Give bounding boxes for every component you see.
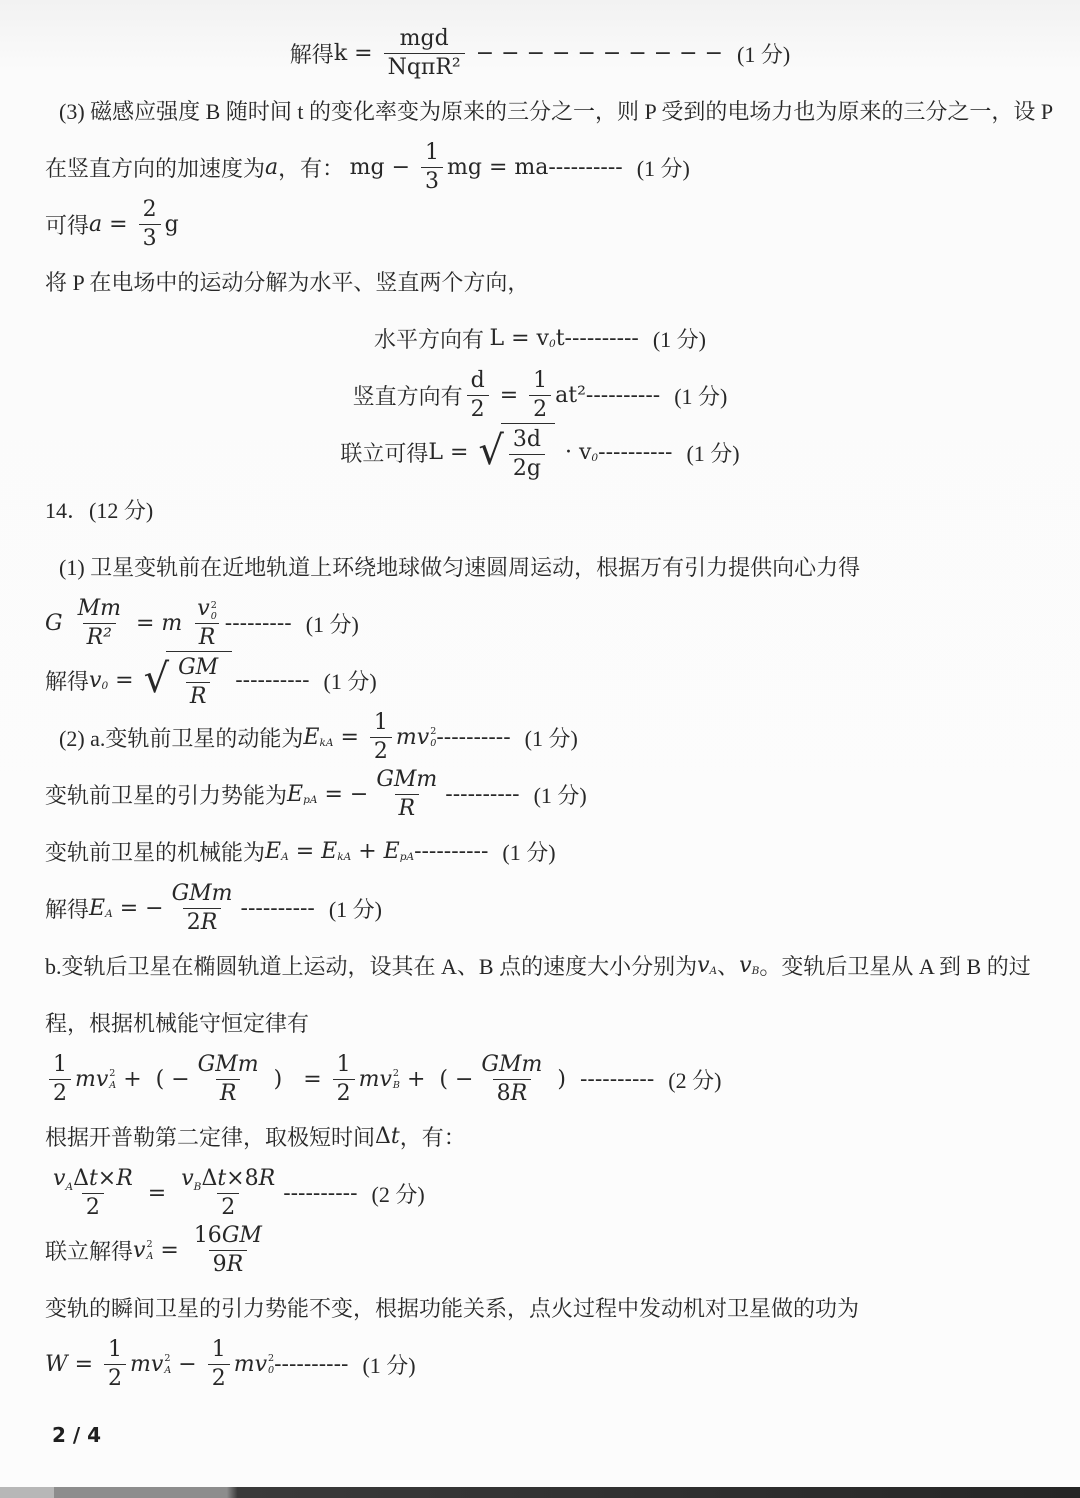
text-segment: (1 分) [674, 384, 728, 409]
numerator [74, 596, 125, 623]
numerator [509, 427, 545, 454]
math-segment: 9 [212, 1252, 227, 1277]
fraction [104, 1337, 126, 1392]
numerator [477, 1052, 546, 1079]
math-segment: ×8 [226, 1166, 259, 1192]
math-variable: GM [221, 1223, 262, 1249]
denominator [421, 167, 443, 195]
denominator [509, 454, 545, 482]
doc-line [0, 1279, 1080, 1336]
text-segment: (1 分) [362, 1353, 416, 1378]
subscript: pA [303, 793, 318, 806]
doc-line [0, 481, 1080, 538]
math-segment: 1 [108, 1337, 123, 1363]
scan-edge-bar [0, 1487, 1080, 1498]
numerator [529, 368, 551, 395]
math-variable: Mm [77, 596, 121, 622]
denominator [216, 1079, 241, 1107]
fraction [194, 1052, 263, 1107]
math-segment: 1 [336, 1052, 351, 1078]
subscript: A [65, 1180, 74, 1193]
fraction [509, 427, 545, 482]
subscript: 0 [210, 610, 217, 622]
doc-line [0, 253, 1080, 310]
text-segment: 将 P 在电场中的运动分解为水平、竖直两个方向， [45, 270, 530, 295]
math-segment: ---------- [598, 440, 687, 465]
math-variable: R [219, 1081, 237, 1106]
denominator [217, 1193, 239, 1221]
doc-line [0, 880, 1080, 937]
math-variable: R [510, 1081, 528, 1106]
numerator [333, 1052, 355, 1079]
fraction [74, 596, 125, 651]
denominator [209, 1250, 248, 1278]
numerator [421, 140, 443, 167]
subscript: 0 [268, 1364, 275, 1376]
doc-line [0, 1108, 1080, 1165]
math-segment: ) = [266, 1067, 329, 1092]
math-segment: L = [428, 440, 476, 465]
math-segment: L = v [489, 326, 549, 351]
math-variable: R [116, 1166, 133, 1192]
math-variable: R [226, 1252, 244, 1277]
math-segment: − [171, 1352, 204, 1377]
text-segment: 解得 [45, 669, 90, 694]
denominator [395, 794, 420, 822]
math-segment: 1 [211, 1337, 226, 1363]
subscript: A [281, 850, 289, 863]
math-variable: v [697, 953, 710, 978]
math-segment: Δ [375, 1124, 391, 1149]
text-segment: 、 [717, 954, 740, 979]
math-variable: mv [75, 1067, 109, 1092]
numerator [104, 1337, 126, 1364]
radicand [501, 423, 555, 482]
sub-sup-stack [109, 1068, 116, 1090]
math-segment: 2 [336, 1081, 351, 1106]
math-variable: GMm [481, 1052, 543, 1078]
numerator [467, 368, 489, 395]
math-variable: R [198, 625, 216, 650]
text-segment: (1 分) [328, 897, 383, 922]
math-variable: mv [358, 1067, 392, 1092]
numerator [396, 26, 453, 53]
subscript: B [751, 964, 760, 977]
denominator [208, 1364, 230, 1392]
subscript: kA [319, 736, 334, 749]
fraction [168, 881, 237, 936]
superscript: 2 [268, 1353, 275, 1365]
denominator [139, 224, 161, 252]
subscript: A [146, 1250, 154, 1262]
doc-line [0, 367, 1080, 424]
numerator [190, 1223, 266, 1250]
doc-line [0, 823, 1080, 880]
fraction [421, 140, 443, 195]
math-variable: v [53, 1166, 66, 1192]
math-segment: + ( − [399, 1067, 474, 1092]
square-root [478, 423, 555, 482]
fraction [529, 368, 551, 423]
denominator [195, 623, 220, 651]
denominator [333, 1079, 355, 1107]
math-segment: 8 [496, 1081, 511, 1106]
denominator [384, 53, 465, 81]
text-segment: (1 分) [323, 669, 377, 694]
math-variable: mv [233, 1352, 267, 1377]
superscript: 2 [164, 1353, 171, 1365]
math-segment: 2 [53, 1081, 67, 1106]
text-segment: (2 分) [371, 1182, 425, 1207]
denominator [529, 395, 551, 423]
math-segment: 16 [193, 1223, 222, 1249]
math-variable: R [189, 684, 207, 709]
text-segment: 变轨的瞬间卫星的引力势能不变，根据功能关系，点火过程中发动机对卫星做的功为 [45, 1296, 860, 1321]
math-variable: GMm [171, 881, 233, 907]
subscript: A [109, 1079, 117, 1091]
text-segment: 竖直方向有 [352, 384, 463, 409]
math-variable: a [265, 155, 279, 180]
doc-line [0, 1336, 1080, 1393]
math-variable: t [217, 1166, 227, 1192]
math-variable: E [321, 839, 338, 864]
page-number: 2 / 4 [52, 1423, 102, 1447]
math-variable: E [383, 839, 400, 864]
doc-line [0, 1165, 1080, 1222]
subscript: 0 [101, 679, 109, 692]
doc-line [0, 937, 1080, 994]
subscript: B [193, 1180, 202, 1193]
math-segment: = [102, 212, 135, 237]
square-root [144, 651, 233, 710]
math-segment: = [288, 839, 322, 864]
superscript: 2 [146, 1239, 153, 1251]
math-variable: R² [86, 625, 112, 650]
fraction [384, 26, 465, 81]
superscript: 2 [210, 599, 217, 611]
math-segment: = − [112, 896, 164, 921]
text-segment: (1 分) [524, 726, 578, 751]
math-segment: mg − [349, 155, 418, 180]
text-segment: (2) a.变轨前卫星的动能为 [59, 726, 304, 751]
math-segment: 1 [533, 368, 548, 394]
sub-sup-stack [146, 1239, 153, 1261]
text-segment: (2 分) [668, 1068, 722, 1093]
text-segment: (1 分) [636, 156, 690, 181]
subscript: kA [337, 850, 352, 863]
math-segment: · v [558, 440, 592, 465]
math-segment: NqπR² [387, 55, 461, 80]
text-segment: 变轨前卫星的引力势能为 [45, 783, 288, 808]
text-segment: 解得 [289, 42, 334, 67]
math-segment: = [140, 1181, 174, 1206]
math-segment: mg = ma---------- [447, 155, 637, 180]
text-segment: ，有： [278, 156, 350, 181]
fraction [177, 1166, 279, 1221]
math-segment: 1 [425, 140, 440, 166]
denominator [186, 682, 211, 710]
doc-line [0, 139, 1080, 196]
fraction [477, 1052, 546, 1107]
superscript: 2 [392, 1068, 400, 1080]
numerator [193, 596, 221, 623]
radical-sign: √ [143, 655, 170, 702]
denominator [370, 737, 392, 765]
math-segment: 2 [85, 1195, 100, 1220]
math-segment: ---------- [436, 725, 525, 750]
math-segment: + [351, 839, 384, 864]
math-segment: k = [333, 41, 380, 66]
math-segment: = [108, 668, 141, 693]
text-segment: 14．(12 分) [45, 498, 154, 523]
math-segment: Δ [73, 1166, 89, 1192]
numerator [194, 1052, 263, 1079]
math-segment: ---------- [240, 896, 329, 921]
fraction [49, 1052, 71, 1107]
math-segment: d [470, 368, 485, 394]
math-segment: ---------- [274, 1352, 363, 1377]
subscript: 0 [430, 737, 437, 749]
math-segment: 2 [221, 1195, 236, 1220]
fraction [193, 596, 221, 651]
math-segment: = [128, 611, 162, 636]
text-segment: (1) 卫星变轨前在近地轨道上环绕地球做匀速圆周运动，根据万有引力提供向心力得 [59, 555, 861, 580]
math-segment: − − − − − − − − − − [468, 41, 738, 66]
subscript: pA [399, 850, 415, 863]
math-variable: GMm [376, 767, 438, 793]
doc-line [0, 25, 1080, 82]
text-segment: (1 分) [305, 612, 359, 637]
math-variable: m [161, 611, 190, 636]
math-variable: E [89, 896, 106, 921]
math-variable: v [181, 1166, 194, 1192]
numerator [49, 1166, 137, 1193]
math-variable: a [89, 212, 103, 237]
math-segment: = [333, 725, 366, 750]
text-segment: 可得 [45, 213, 90, 238]
text-segment: (1 分) [652, 327, 707, 352]
text-segment: 在竖直方向的加速度为 [45, 156, 266, 181]
doc-line [0, 595, 1080, 652]
text-segment: (1 分) [686, 441, 740, 466]
math-segment: 2 [142, 197, 157, 223]
text-segment: b.变轨后卫星在椭圆轨道上运动，设其在 A、B 点的速度大小分别为 [45, 954, 698, 979]
math-variable: G [45, 611, 70, 636]
math-segment: ---------- [235, 668, 324, 693]
doc-line [0, 766, 1080, 823]
text-segment: 变轨前卫星的机械能为 [45, 840, 266, 865]
text-segment: 联立解得 [45, 1239, 134, 1264]
math-segment: --------- [224, 611, 306, 636]
doc-line [0, 1222, 1080, 1279]
text-segment: ，有： [399, 1125, 466, 1150]
superscript: 2 [109, 1068, 116, 1080]
math-segment: 3d [512, 427, 541, 453]
text-segment: 解得 [45, 897, 90, 922]
math-variable: v [89, 668, 102, 693]
text-segment: 程，根据机械能守恒定律有 [45, 1011, 310, 1036]
math-segment: ---------- [414, 839, 503, 864]
math-variable: mv [130, 1352, 164, 1377]
text-segment: 根据开普勒第二定律，取极短时间 [45, 1125, 376, 1150]
doc-line [0, 424, 1080, 481]
math-segment: 2g [512, 456, 541, 481]
numerator [370, 710, 392, 737]
denominator [493, 1079, 532, 1107]
math-segment: 3 [142, 226, 157, 251]
math-variable: E [287, 782, 304, 807]
numerator [139, 197, 161, 224]
math-segment: 2 [108, 1366, 123, 1391]
subscript: 0 [548, 337, 556, 350]
numerator [208, 1337, 230, 1364]
fraction [49, 1166, 137, 1221]
doc-line [0, 1051, 1080, 1108]
math-variable: E [265, 839, 282, 864]
math-segment: 3 [425, 169, 440, 194]
math-variable: R [258, 1166, 276, 1192]
math-variable: t [390, 1124, 400, 1149]
fraction [139, 197, 161, 252]
math-variable: GMm [197, 1052, 259, 1078]
math-segment: at²---------- [555, 383, 675, 408]
math-segment: + ( − [116, 1067, 190, 1092]
math-variable: R [398, 796, 416, 821]
radicand [166, 651, 232, 710]
math-variable: GM [178, 655, 219, 681]
denominator [83, 623, 116, 651]
fraction [370, 710, 392, 765]
math-segment: 1 [373, 710, 388, 736]
text-segment: (3) 磁感应强度 B 随时间 t 的变化率变为原来的三分之一，则 P 受到的电场力也为原来的三分之一，设 P [59, 99, 1054, 124]
sub-sup-stack [393, 1068, 400, 1090]
denominator [104, 1364, 126, 1392]
math-segment: 2 [211, 1366, 226, 1391]
doc-line [0, 310, 1080, 367]
text-segment: 联立可得 [340, 441, 429, 466]
subscript: A [105, 907, 113, 920]
subscript: 0 [591, 451, 599, 464]
math-variable: W [45, 1352, 68, 1377]
math-segment: ---------- [445, 782, 534, 807]
fraction [208, 1337, 230, 1392]
math-variable: v [197, 596, 210, 622]
math-variable: v [739, 953, 752, 978]
denominator [467, 395, 489, 423]
radical-sign: √ [478, 427, 504, 474]
text-segment: (1 分) [737, 42, 791, 67]
sub-sup-stack [164, 1353, 171, 1375]
math-segment: 2 [186, 910, 201, 935]
denominator [49, 1079, 71, 1107]
math-segment: 1 [53, 1052, 67, 1078]
math-variable: t [88, 1166, 98, 1192]
math-variable: E [303, 725, 320, 750]
math-variable: mv [395, 725, 430, 750]
math-segment: ) ---------- [550, 1067, 669, 1092]
text-segment: (1 分) [533, 783, 587, 808]
text-segment: 水平方向有 [373, 327, 490, 352]
fraction [333, 1052, 355, 1107]
math-segment: × [97, 1166, 117, 1192]
text-segment: (1 分) [502, 840, 556, 865]
math-segment: = − [317, 782, 369, 807]
math-segment: = [153, 1238, 186, 1263]
math-segment: t---------- [555, 326, 653, 351]
text-segment: 。变轨后卫星从 A 到 B 的过 [759, 954, 1031, 979]
subscript: A [709, 964, 718, 977]
math-segment: ---------- [283, 1181, 372, 1206]
numerator [174, 655, 222, 682]
denominator [82, 1193, 104, 1221]
doc-line [0, 709, 1080, 766]
denominator [183, 908, 222, 936]
sub-sup-stack [211, 600, 217, 622]
math-variable: v [133, 1238, 146, 1263]
superscript: 2 [430, 726, 437, 738]
math-variable: R [200, 910, 218, 935]
doc-line [0, 994, 1080, 1051]
fraction [467, 368, 489, 423]
math-segment: 2 [533, 397, 548, 422]
numerator [177, 1166, 279, 1193]
fraction [190, 1223, 266, 1278]
math-segment: = [67, 1352, 101, 1377]
math-segment: = [492, 383, 526, 408]
math-segment: g [164, 212, 179, 237]
math-segment: mgd [399, 26, 449, 52]
math-segment: 2 [373, 739, 388, 764]
subscript: A [164, 1364, 172, 1376]
fraction [372, 767, 441, 822]
math-segment: Δ [201, 1166, 218, 1192]
numerator [372, 767, 441, 794]
doc-line [0, 196, 1080, 253]
doc-line [0, 82, 1080, 139]
fraction [174, 655, 222, 710]
numerator [49, 1052, 71, 1079]
doc-line [0, 538, 1080, 595]
numerator [168, 881, 237, 908]
doc-line [0, 652, 1080, 709]
subscript: B [392, 1079, 400, 1091]
math-segment: 2 [470, 397, 485, 422]
